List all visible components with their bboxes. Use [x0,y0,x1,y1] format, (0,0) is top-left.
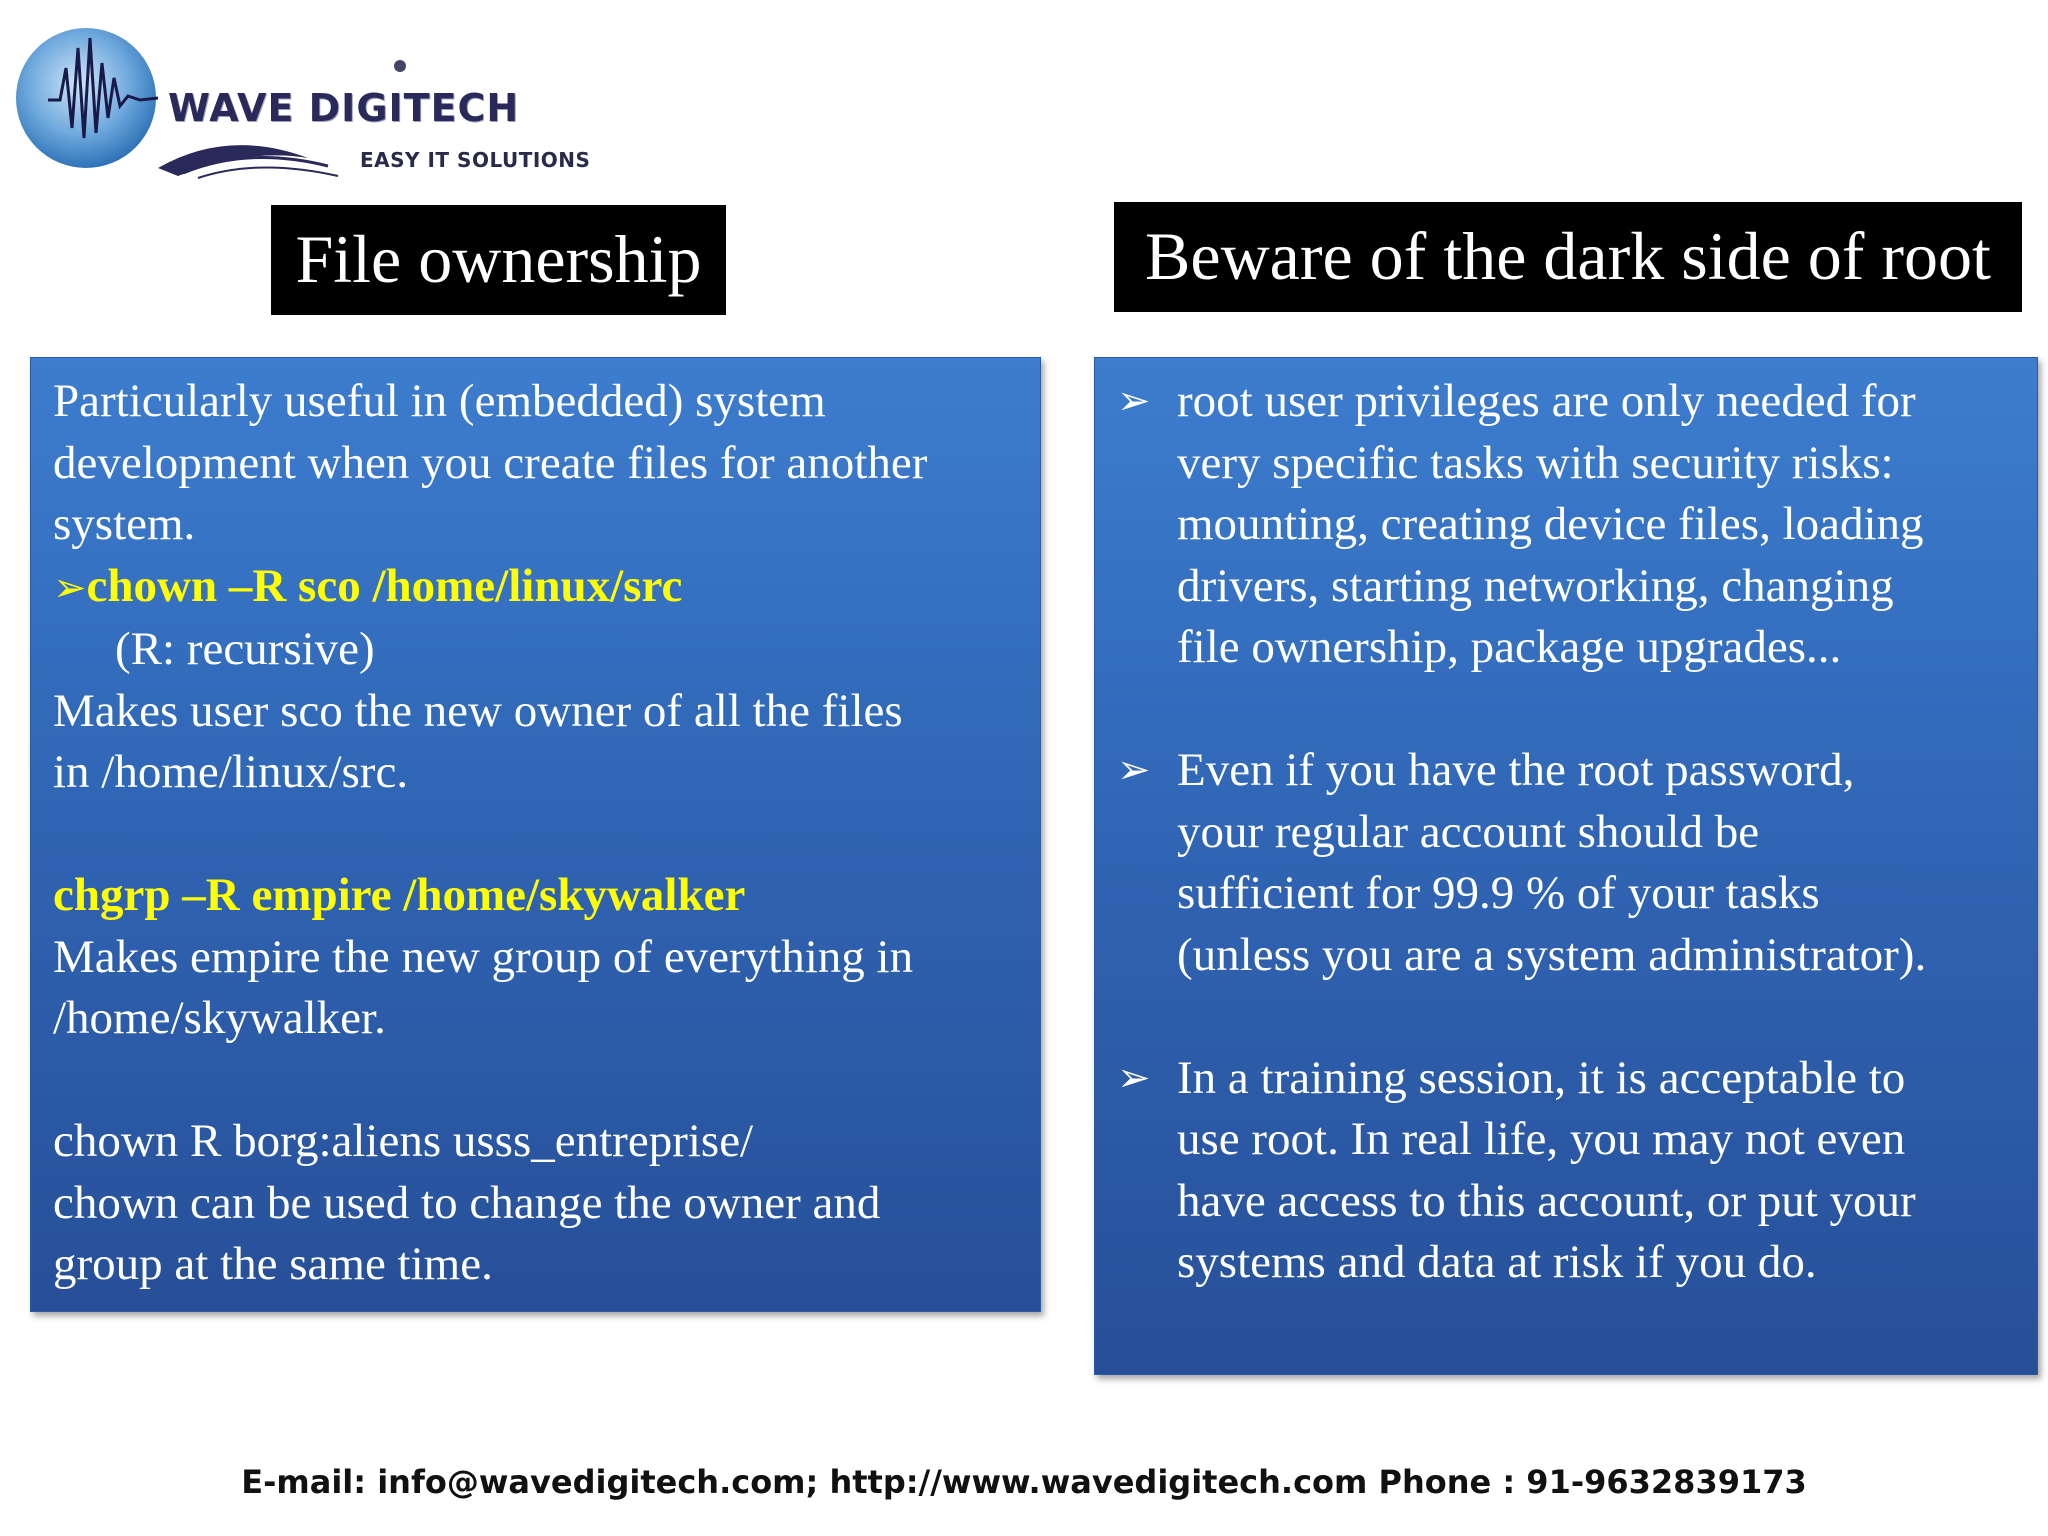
spacer [53,804,1020,866]
chown-command-line [53,556,1020,620]
dark-side-of-root-panel [1094,357,2038,1375]
file-ownership-panel [30,357,1041,1312]
text-line: your regular account should be [1177,805,1760,858]
chgrp-command: chgrp –R empire /home/skywalker [53,869,746,921]
arrow-bullet-icon: ➢ [1117,747,1151,793]
file-ownership-heading: File ownership [271,205,726,315]
text-line: Makes user sco the new owner of all the files [53,684,903,737]
dark-side-of-root-heading: Beware of the dark side of root [1114,202,2022,312]
spacer [53,1050,1020,1112]
text-line: group at the same time. [53,1238,493,1290]
text-line: file ownership, package upgrades... [1177,621,1842,673]
company-logo [8,8,608,188]
chown-command: chown –R sco /home/linux/src [86,559,683,612]
arrow-bullet-icon: ➢ [53,564,87,611]
text-line: have access to this account, or put your [1177,1174,1916,1227]
text-line: mounting, creating device files, loading [1177,498,1924,550]
text-line: In a training session, it is acceptable to [1177,1051,1906,1104]
logo-brand-text: WAVE DIGITECH [168,86,520,130]
text-line: (R: recursive) [115,623,375,675]
text-line: drivers, starting networking, changing [1177,559,1894,612]
text-line: development when you create files for another [53,436,928,489]
text-line: (unless you are a system administrator). [1177,928,1927,981]
text-line: /home/skywalker. [53,992,386,1044]
text-line: Even if you have the root password, [1177,744,1855,796]
logo-tagline: EASY IT SOLUTIONS [360,148,591,172]
bullet-item [1117,740,2017,986]
bullet-item [1117,371,2017,679]
text-line: in /home/linux/src. [53,746,409,798]
bullet-item [1117,1048,2017,1294]
text-line: root user privileges are only needed for [1177,375,1916,427]
contact-footer: E-mail: info@wavedigitech.com; http://www.wavedigitech.com Phone : 91-9632839173 [241,1463,1807,1501]
text-line: Particularly useful in (embedded) system [53,375,826,427]
text-line: chown R borg:aliens usss_entreprise/ [53,1115,754,1167]
text-line: systems and data at risk if you do. [1177,1236,1817,1288]
arrow-bullet-icon: ➢ [1117,378,1151,424]
text-line: sufficient for 99.9 % of your tasks [1177,867,1820,919]
text-line: chown can be used to change the owner and [53,1176,881,1229]
text-line: Makes empire the new group of everything in [53,930,914,983]
arrow-bullet-icon: ➢ [1117,1054,1151,1101]
text-line: use root. In real life, you may not even [1177,1113,1906,1165]
text-line: system. [53,498,196,550]
text-line: very specific tasks with security risks: [1177,436,1894,489]
